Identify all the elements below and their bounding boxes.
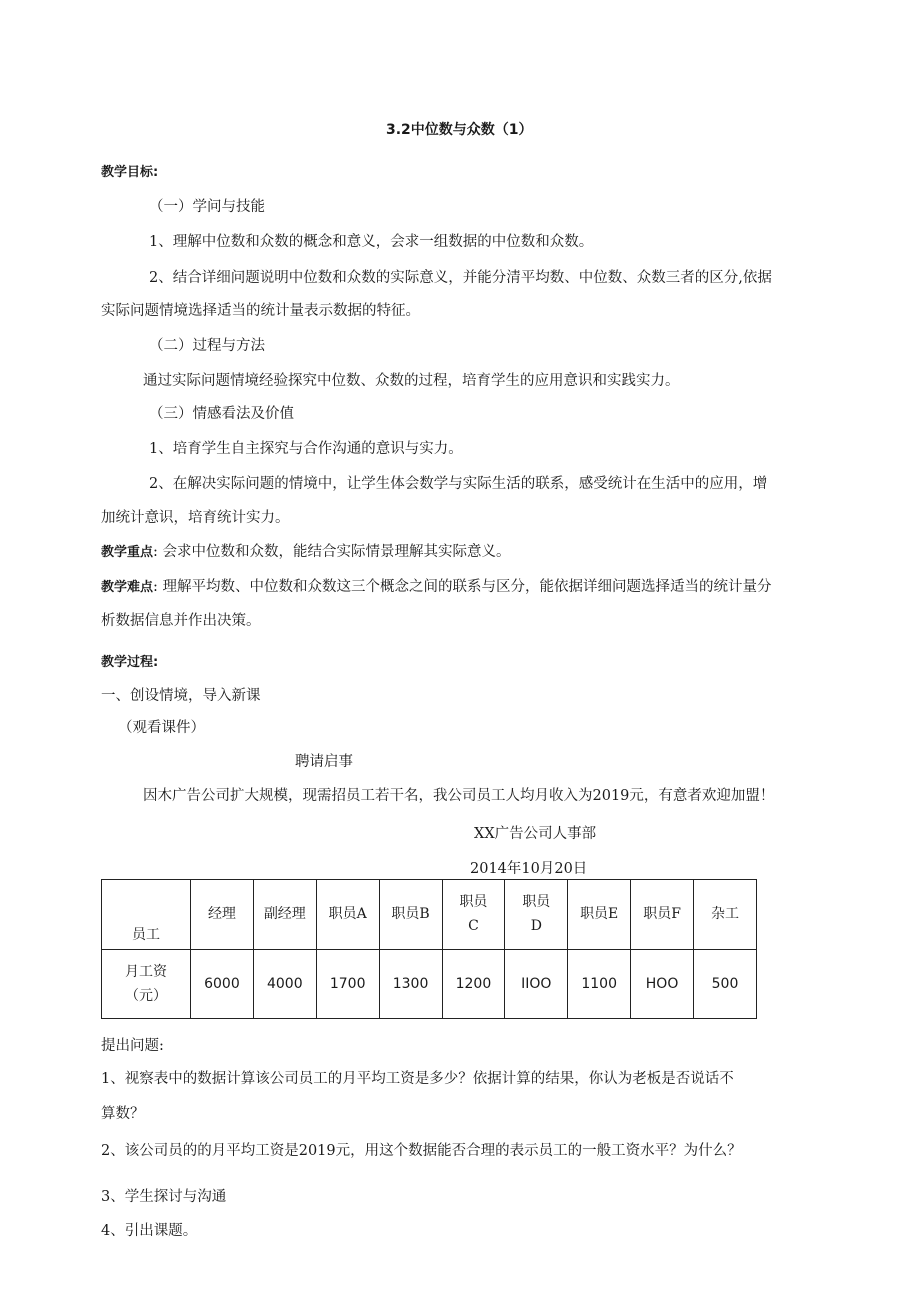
watch-note: （观看课件） — [118, 720, 205, 736]
difficulty-text: : 理解平均数、中位数和众数这三个概念之间的联系与区分，能依据详细问题选择适当的统计量分 — [153, 579, 772, 595]
difficulty-line1 — [101, 577, 772, 598]
table-row — [102, 949, 757, 1019]
header-cell: 杂工 — [694, 880, 757, 950]
key-points — [101, 542, 511, 563]
part1-heading: 一、创设情境，导入新课 — [101, 688, 261, 704]
section1-heading: （一）学问与技能 — [149, 199, 265, 215]
header-cell: 职员A — [316, 880, 379, 950]
objectives-label: 教学目标: — [101, 165, 159, 180]
table-row — [102, 880, 757, 950]
value-cell: 1700 — [316, 949, 379, 1019]
value-cell: IIOO — [505, 949, 568, 1019]
header-cell: 副经理 — [253, 880, 316, 950]
header-cell: 职员B — [379, 880, 442, 950]
q3: 3、学生探讨与沟通 — [101, 1189, 227, 1205]
header-cell: 职员 C — [442, 880, 505, 950]
key-text: : 会求中位数和众数，能结合实际情景理解其实际意义。 — [153, 544, 511, 560]
value-cell: 1300 — [379, 949, 442, 1019]
s1-item2-line1: 2、结合详细问题说明中位数和众数的实际意义，并能分清平均数、中位数、众数三者的区分,依据 — [149, 270, 772, 286]
q4: 4、引出课题。 — [101, 1223, 198, 1239]
s3-item1: 1、培育学生自主探究与合作沟通的意识与实力。 — [149, 441, 463, 457]
section2-heading: （二）过程与方法 — [149, 338, 265, 354]
salary-label-cell: 月工资 （元） — [102, 949, 191, 1019]
notice-body: 因木广告公司扩大规模，现需招员工若干名，我公司员工人均月收入为2019元，有意者欢迎加盟！ — [143, 788, 775, 804]
questions-label: 提出问题: — [101, 1038, 164, 1054]
difficulty-line2: 析数据信息并作出决策。 — [101, 613, 261, 629]
value-cell: 1100 — [568, 949, 631, 1019]
s3-item2-line1: 2、在解决实际问题的情境中，让学生体会数学与实际生活的联系，感受统计在生活中的应用，增 — [149, 476, 768, 492]
notice-date: 2014年10月20日 — [470, 861, 588, 877]
key-label: 教学重点 — [101, 545, 154, 560]
s3-item2-line2: 加统计意识，培育统计实力。 — [101, 510, 290, 526]
value-cell: 6000 — [191, 949, 254, 1019]
s1-item1: 1、理解中位数和众数的概念和意义，会求一组数据的中位数和众数。 — [149, 234, 594, 250]
process-label: 教学过程: — [101, 655, 159, 670]
header-cell: 职员E — [568, 880, 631, 950]
value-cell: 500 — [694, 949, 757, 1019]
notice-title: 聘请启事 — [295, 754, 353, 770]
value-cell: HOO — [631, 949, 694, 1019]
page-title: 3.2中位数与众数（1） — [386, 122, 533, 138]
difficulty-label: 教学难点 — [101, 580, 154, 595]
s2-text: 通过实际问题情境经验探究中位数、众数的过程，培育学生的应用意识和实践实力。 — [143, 373, 680, 389]
header-cell: 职员F — [631, 880, 694, 950]
q1-line1: 1、视察表中的数据计算该公司员工的月平均工资是多少？依据计算的结果，你认为老板是否说话不 — [101, 1071, 734, 1087]
s1-item2-line2: 实际问题情境选择适当的统计量表示数据的特征。 — [101, 303, 420, 319]
salary-table — [101, 879, 757, 1019]
header-cell: 职员 D — [505, 880, 568, 950]
q2: 2、该公司员的的月平均工资是2019元，用这个数据能否合理的表示员工的一般工资水平？为什么？ — [101, 1143, 742, 1159]
employee-header-cell: 员工 — [102, 880, 191, 950]
value-cell: 1200 — [442, 949, 505, 1019]
value-cell: 4000 — [253, 949, 316, 1019]
notice-signer: XX广告公司人事部 — [474, 826, 597, 842]
header-cell: 经理 — [191, 880, 254, 950]
q1-line2: 算数？ — [101, 1106, 145, 1122]
section3-heading: （三）情感看法及价值 — [149, 406, 294, 422]
